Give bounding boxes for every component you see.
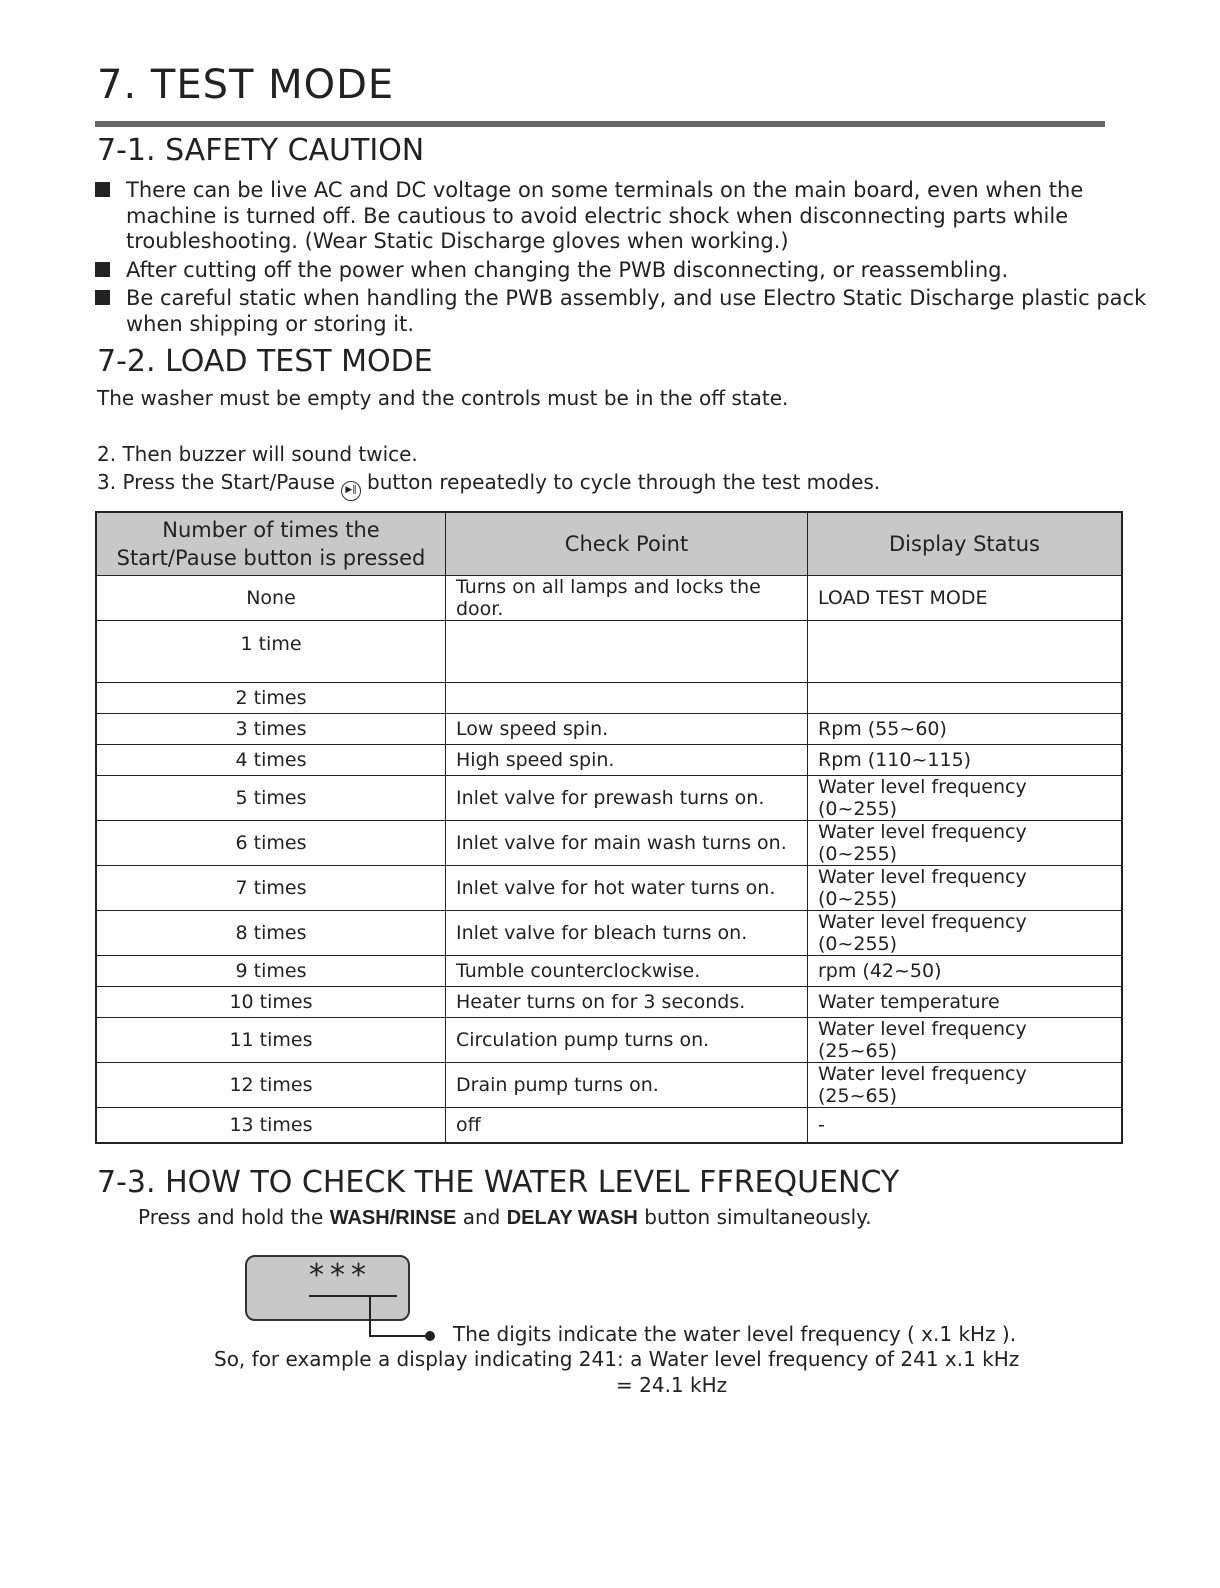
- cell-presses: 3 times: [96, 714, 446, 745]
- table-row: [96, 745, 1122, 776]
- cell-display-status: Water level frequency (25~65): [808, 1063, 1123, 1108]
- leader-dot: [425, 1331, 435, 1341]
- cell-check-point: Inlet valve for main wash turns on.: [446, 821, 808, 866]
- table-row: [96, 987, 1122, 1018]
- safety-bullet-list: [95, 178, 1165, 341]
- cell-display-status: Water level frequency (0~255): [808, 866, 1123, 911]
- page-title: 7. TEST MODE: [97, 62, 395, 108]
- table-row: [96, 1063, 1122, 1108]
- cell-presses: 13 times: [96, 1108, 446, 1143]
- wash-rinse-button-label: WASH/RINSE: [329, 1207, 457, 1229]
- cell-presses: 6 times: [96, 821, 446, 866]
- cell-check-point: off: [446, 1108, 808, 1143]
- table-header-check-point: Check Point: [446, 512, 808, 576]
- cell-presses: 9 times: [96, 956, 446, 987]
- table-row: [96, 1108, 1122, 1143]
- table-row: [96, 714, 1122, 745]
- cell-display-status: Water temperature: [808, 987, 1123, 1018]
- cell-check-point: Circulation pump turns on.: [446, 1018, 808, 1063]
- table-row: [96, 621, 1122, 683]
- play-pause-icon: ▶‖: [341, 481, 361, 501]
- table-header-presses: Number of times the Start/Pause button is pressed: [96, 512, 446, 576]
- cell-presses: 7 times: [96, 866, 446, 911]
- leader-line: [369, 1335, 429, 1337]
- digits-underline: [309, 1295, 397, 1297]
- cell-presses: 11 times: [96, 1018, 446, 1063]
- table-row: [96, 683, 1122, 714]
- section-heading-safety: 7-1. SAFETY CAUTION: [97, 133, 425, 168]
- table-row: [96, 576, 1122, 621]
- cell-presses: 1 time: [96, 621, 446, 683]
- load-test-step-3: [97, 470, 880, 501]
- cell-display-status: Rpm (55~60): [808, 714, 1123, 745]
- safety-bullet-text: After cutting off the power when changing the PWB disconnecting, or reassembling.: [126, 257, 1009, 282]
- step-3-text-before: 3. Press the Start/Pause: [97, 470, 336, 494]
- water-level-instruction: [138, 1205, 872, 1230]
- cell-presses: 10 times: [96, 987, 446, 1018]
- cell-check-point: Tumble counterclockwise.: [446, 956, 808, 987]
- instruction-text-before: Press and hold the: [138, 1205, 324, 1229]
- safety-bullet-text: Be careful static when handling the PWB assembly, and use Electro Static Discharge plastic pack when shipping or storing it.: [126, 286, 1147, 336]
- cell-display-status: rpm (42~50): [808, 956, 1123, 987]
- example-text: So, for example a display indicating 241: a Water level frequency of 241 x.1 kHz: [214, 1347, 1020, 1371]
- cell-check-point: Turns on all lamps and locks the door.: [446, 576, 808, 621]
- cell-check-point: [446, 683, 808, 714]
- square-bullet-icon: [95, 262, 110, 277]
- load-test-intro: The washer must be empty and the controls must be in the off state.: [97, 386, 789, 410]
- cell-check-point: Inlet valve for bleach turns on.: [446, 911, 808, 956]
- square-bullet-icon: [95, 182, 110, 197]
- digits-note: The digits indicate the water level frequency ( x.1 kHz ).: [453, 1322, 1017, 1346]
- cell-check-point: Inlet valve for hot water turns on.: [446, 866, 808, 911]
- cell-check-point: High speed spin.: [446, 745, 808, 776]
- step-3-text-after: button repeatedly to cycle through the test modes.: [367, 470, 881, 494]
- safety-bullet: [95, 258, 1165, 284]
- safety-bullet: [95, 286, 1165, 337]
- load-test-table: [95, 511, 1123, 1144]
- cell-check-point: [446, 621, 808, 683]
- cell-display-status: Water level frequency (0~255): [808, 821, 1123, 866]
- title-rule: [95, 121, 1105, 127]
- cell-check-point: Heater turns on for 3 seconds.: [446, 987, 808, 1018]
- table-row: [96, 821, 1122, 866]
- cell-check-point: Low speed spin.: [446, 714, 808, 745]
- cell-display-status: Water level frequency (25~65): [808, 1018, 1123, 1063]
- safety-bullet: [95, 178, 1165, 255]
- load-test-table-body: [96, 576, 1122, 1143]
- table-row: [96, 911, 1122, 956]
- cell-display-status: [808, 621, 1123, 683]
- table-row: [96, 776, 1122, 821]
- cell-check-point: Drain pump turns on.: [446, 1063, 808, 1108]
- load-test-step-2: 2. Then buzzer will sound twice.: [97, 442, 418, 466]
- section-heading-water-level: 7-3. HOW TO CHECK THE WATER LEVEL FFREQUENCY: [97, 1165, 900, 1200]
- instruction-text-after: button simultaneously.: [644, 1205, 872, 1229]
- cell-presses: None: [96, 576, 446, 621]
- cell-display-status: -: [808, 1108, 1123, 1143]
- table-row: [96, 866, 1122, 911]
- cell-display-status: Rpm (110~115): [808, 745, 1123, 776]
- cell-presses: 12 times: [96, 1063, 446, 1108]
- section-heading-load-test: 7-2. LOAD TEST MODE: [97, 344, 433, 379]
- delay-wash-button-label: DELAY WASH: [506, 1207, 638, 1229]
- table-row: [96, 956, 1122, 987]
- example-result: = 24.1 kHz: [616, 1373, 728, 1397]
- leader-line: [369, 1296, 371, 1337]
- cell-presses: 5 times: [96, 776, 446, 821]
- cell-presses: 4 times: [96, 745, 446, 776]
- cell-display-status: [808, 683, 1123, 714]
- square-bullet-icon: [95, 290, 110, 305]
- display-digits: ***: [309, 1258, 372, 1293]
- cell-presses: 8 times: [96, 911, 446, 956]
- table-header-display-status: Display Status: [808, 512, 1123, 576]
- cell-check-point: Inlet valve for prewash turns on.: [446, 776, 808, 821]
- table-row: [96, 1018, 1122, 1063]
- cell-display-status: LOAD TEST MODE: [808, 576, 1123, 621]
- safety-bullet-text: There can be live AC and DC voltage on some terminals on the main board, even when the machine is turned off. Be cautious to avoid electric shock when disconnecting parts while troubleshooting. (Wear Static Discharge gloves when working.): [126, 178, 1084, 254]
- cell-display-status: Water level frequency (0~255): [808, 776, 1123, 821]
- cell-presses: 2 times: [96, 683, 446, 714]
- cell-display-status: Water level frequency (0~255): [808, 911, 1123, 956]
- instruction-text-and: and: [462, 1205, 501, 1229]
